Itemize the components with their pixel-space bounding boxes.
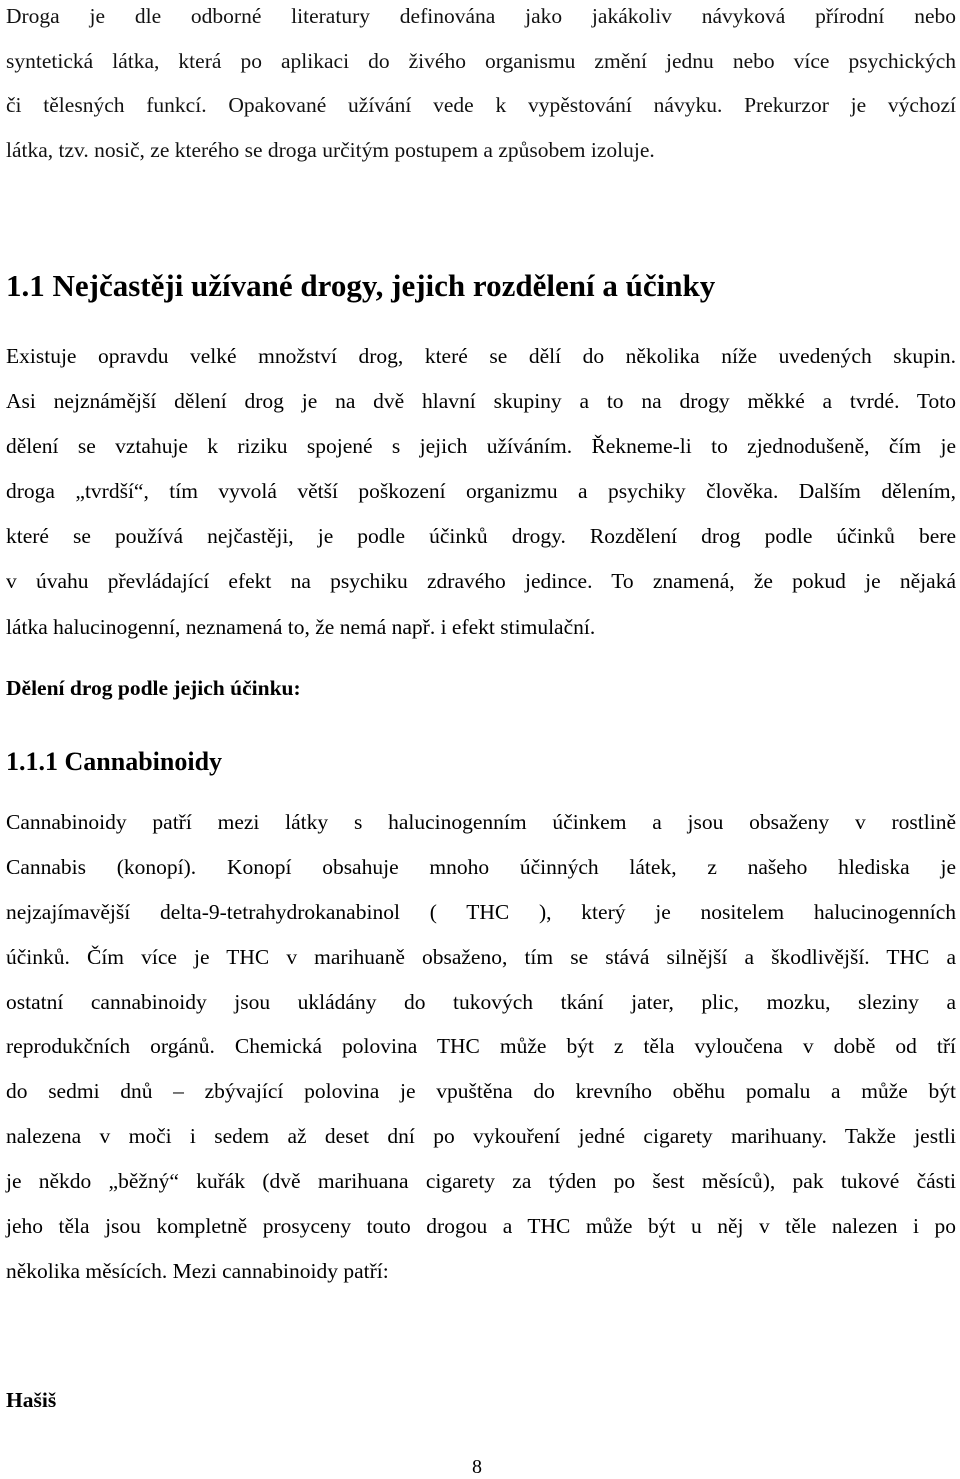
subsection-line: nejzajímavější delta-9-tetrahydrokanabinol ( THC ), který je nositelem halucinogenních bbox=[6, 899, 956, 924]
subsection-line: nalezena v moči i sedem až deset dní po vykouření jedné cigarety marihuany. Takže jestli bbox=[6, 1124, 956, 1149]
section-line: které se používá nejčastěji, je podle účinků drogy. Rozdělení drog podle účinků bere bbox=[6, 524, 956, 549]
section-line: dělení se vztahuje k riziku spojené s jejich užíváním. Řekneme-li to zjednodušeně, čím je bbox=[6, 434, 956, 459]
section-line: Asi nejznámější dělení drog je na dvě hlavní skupiny a to na drogy měkké a tvrdé. Toto bbox=[6, 389, 956, 414]
section-paragraph bbox=[6, 334, 956, 650]
section-line: v úvahu převládající efekt na psychiku zdravého jedince. To znamená, že pokud je nějaká bbox=[6, 569, 956, 594]
section-heading: 1.1 Nejčastěji užívané drogy, jejich rozdělení a účinky bbox=[6, 268, 716, 303]
intro-line: látka, tzv. nosič, ze kterého se droga určitým postupem a způsobem izoluje. bbox=[6, 137, 655, 162]
page-number: 8 bbox=[472, 1456, 482, 1478]
intro-line: Droga je dle odborné literatury definována jako jakákoliv návyková přírodní nebo bbox=[6, 4, 956, 28]
subsection-line: ostatní cannabinoidy jsou ukládány do tukových tkání jater, plic, mozku, sleziny a bbox=[6, 989, 956, 1014]
intro-paragraph bbox=[6, 0, 956, 172]
section-line: látka halucinogenní, neznamená to, že nemá např. i efekt stimulační. bbox=[6, 614, 596, 639]
subsection-line: je někdo „běžný“ kuřák (dvě marihuana cigarety za týden po šest měsíců), pak tukové části bbox=[6, 1169, 956, 1194]
intro-line: syntetická látka, která po aplikaci do živého organismu změní jednu nebo více psychických bbox=[6, 48, 956, 73]
subsection-line: Cannabis (konopí). Konopí obsahuje mnoho účinných látek, z našeho hlediska je bbox=[6, 854, 956, 879]
subsection-line: jeho těla jsou kompletně prosyceny touto drogou a THC může být u něj v těle nalezen i po bbox=[6, 1214, 956, 1239]
intro-line: či tělesných funkcí. Opakované užívání vede k vypěstování návyku. Prekurzor je výchozí bbox=[6, 93, 956, 117]
subsection-line: reprodukčních orgánů. Chemická polovina THC může být z těla vyloučena v době od tří bbox=[6, 1034, 956, 1059]
section-line: droga „tvrdší“, tím vyvolá větší poškození organizmu a psychiky člověka. Dalším dělením, bbox=[6, 479, 956, 504]
section-line: Existuje opravdu velké množství drog, které se dělí do několika níže uvedených skupin. bbox=[6, 344, 956, 368]
division-heading: Dělení drog podle jejich účinku: bbox=[6, 676, 301, 700]
subsection-line: účinků. Čím více je THC v marihuaně obsaženo, tím se stává silnější a škodlivější. THC a bbox=[6, 944, 956, 969]
subsection-line: do sedmi dnů – zbývající polovina je vpuštěna do krevního oběhu pomalu a může být bbox=[6, 1079, 956, 1104]
subsection-line: několika měsících. Mezi cannabinoidy patří: bbox=[6, 1258, 389, 1283]
subsection-heading: 1.1.1 Cannabinoidy bbox=[6, 747, 223, 776]
subsection-paragraph bbox=[6, 800, 956, 1294]
subsection-line: Cannabinoidy patří mezi látky s halucinogenním účinkem a jsou obsaženy v rostlině bbox=[6, 810, 956, 834]
hasis-heading: Hašiš bbox=[6, 1388, 57, 1412]
